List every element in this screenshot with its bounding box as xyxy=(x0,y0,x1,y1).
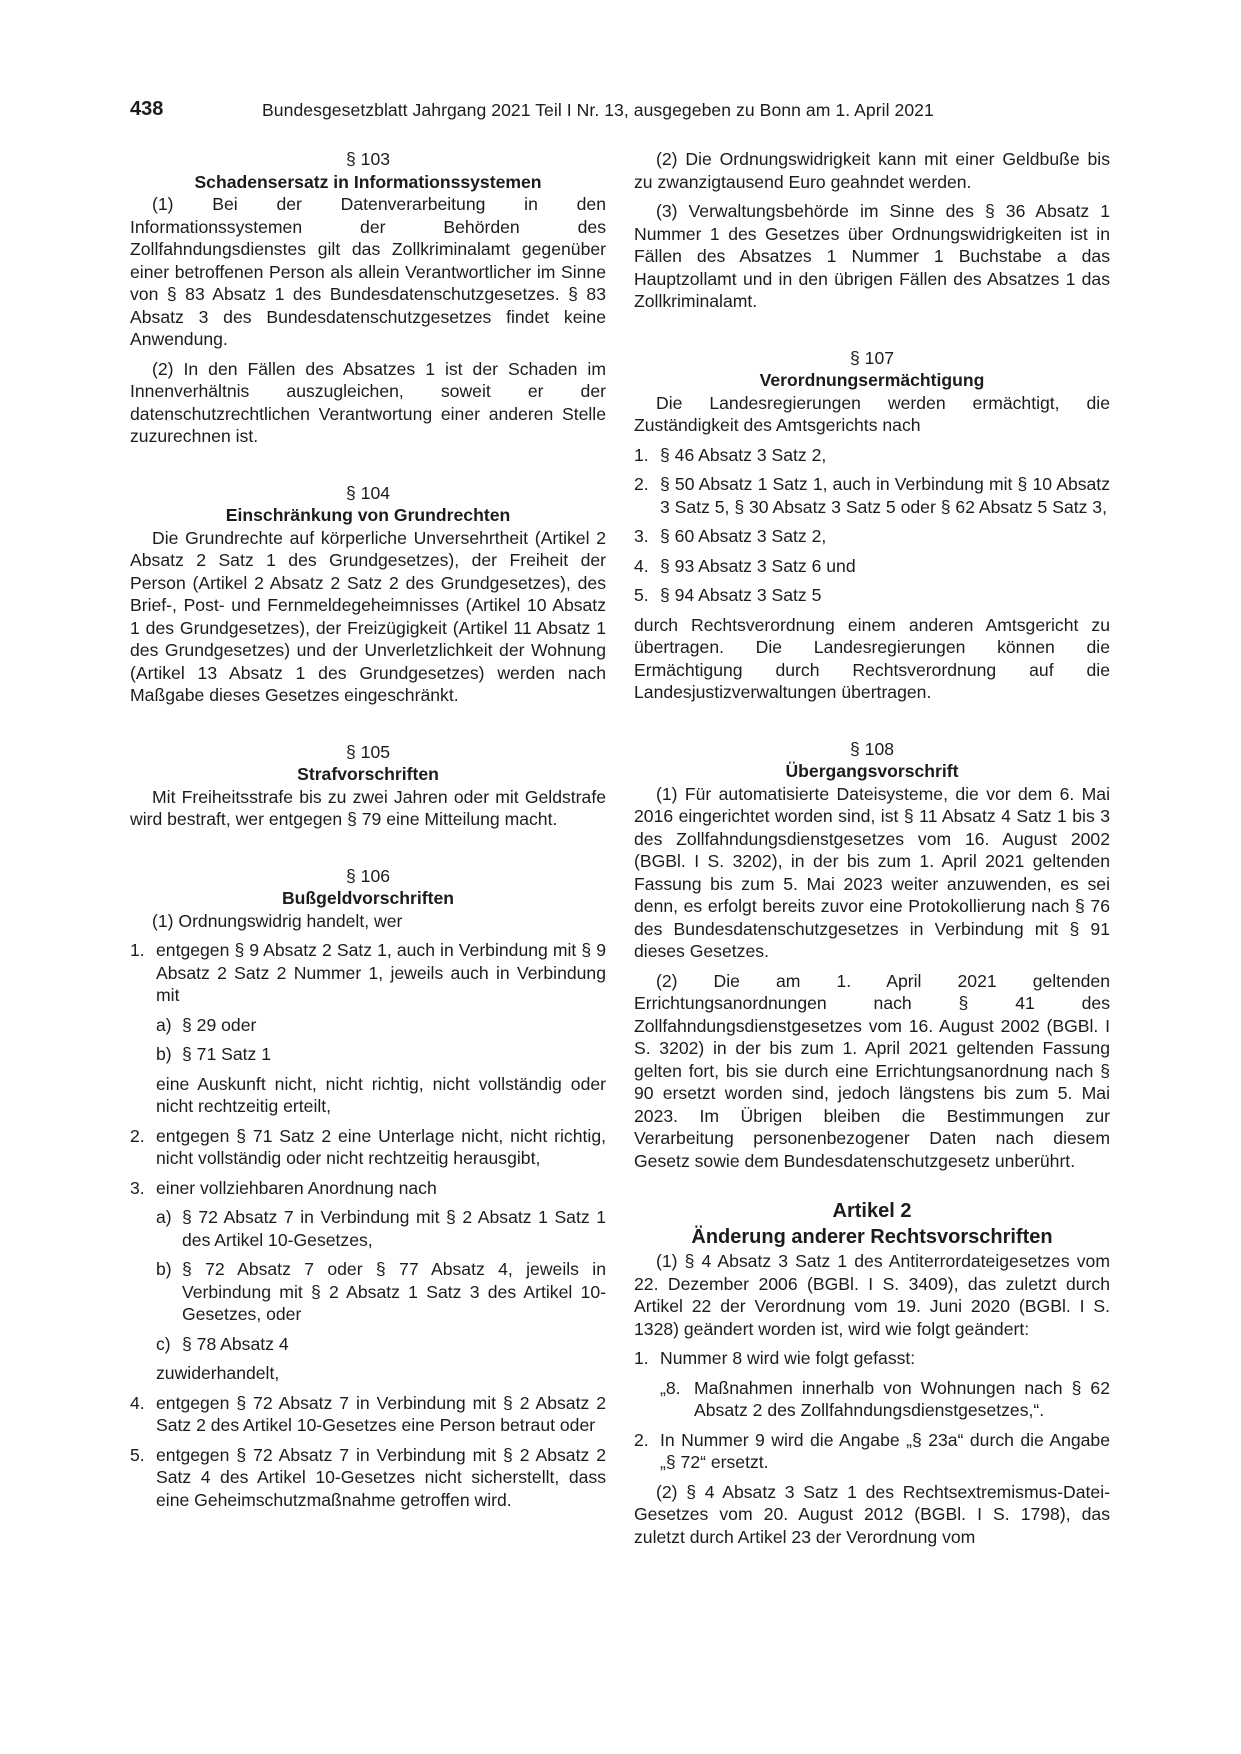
list-item-text: § 29 oder xyxy=(182,1014,257,1035)
list-marker: a) xyxy=(156,1207,172,1227)
section-106-paragraph-2: (2) Die Ordnungswidrigkeit kann mit einer Geldbuße bis zu zwanzigtausend Euro geahndet werden. xyxy=(634,149,1110,192)
article-2-paragraph-2: (2) § 4 Absatz 3 Satz 1 des Rechtsextremismus-Datei-Gesetzes vom 20. August 2012 (BGBl. I S. 1798), das zuletzt durch Artikel 23 der Verordnung vom xyxy=(634,1481,1110,1547)
list-marker: 1. xyxy=(634,1348,649,1368)
section-103-paragraph-2: (2) In den Fällen des Absatzes 1 ist der Schaden im Innenverhältnis auszugleichen, soweit er der datenschutzrechtlichen Verantwortung einer anderen Stelle zuzurechnen ist. xyxy=(130,358,606,446)
section-106-intro: (1) Ordnungswidrig handelt, wer xyxy=(152,910,403,931)
quoted-amendment-text: Maßnahmen innerhalb von Wohnungen nach § 62 Absatz 2 des Zollfahndungsdienstgesetzes,“. xyxy=(694,1377,1110,1420)
section-106-paragraph-3: (3) Verwaltungsbehörde im Sinne des § 36 Absatz 1 Nummer 1 des Gesetzes über Ordnungswidrigkeiten ist in Fällen des Absatzes 1 Nummer 1 Buchstabe a das Hauptzollamt und in den übrigen Fällen des Absatzes 1 das Zollkriminalamt. xyxy=(634,201,1110,311)
list-item xyxy=(634,444,1110,467)
list-item-text: § 72 Absatz 7 oder § 77 Absatz 4, jeweils in Verbindung mit § 2 Absatz 1 Satz 3 des Artikel 10-Gesetzes, oder xyxy=(182,1259,606,1324)
sub-list-item xyxy=(130,1014,606,1037)
list-marker: 4. xyxy=(634,555,649,576)
section-104-number: § 104 xyxy=(345,482,391,503)
article-2-number: Artikel 2 xyxy=(832,1200,912,1222)
list-item xyxy=(130,1392,606,1437)
list-item-text: § 72 Absatz 7 in Verbindung mit § 2 Absatz 1 Satz 1 des Artikel 10-Gesetzes, xyxy=(182,1207,606,1250)
list-item-text: entgegen § 72 Absatz 7 in Verbindung mit § 2 Absatz 2 Satz 2 des Artikel 10-Gesetzes eine Person betraut oder xyxy=(156,1392,606,1435)
section-106-number: § 106 xyxy=(345,865,391,886)
list-marker: 3. xyxy=(634,526,649,546)
list-item-text: In Nummer 9 wird die Angabe „§ 23a“ durch die Angabe „§ 72“ ersetzt. xyxy=(660,1429,1110,1472)
list-marker: b) xyxy=(156,1259,172,1279)
list-item xyxy=(634,525,1110,548)
list-item-text: § 78 Absatz 4 xyxy=(182,1333,289,1354)
list-marker: 3. xyxy=(130,1177,145,1198)
list-marker: 2. xyxy=(130,1125,145,1146)
section-108-paragraph-1: (1) Für automatisierte Dateisysteme, die vor dem 6. Mai 2016 eingerichtet worden sind, ist § 11 Absatz 4 Satz 1 bis 3 des Zollfahndungsdienstgesetzes vom 16. August 2002 (BGBl. I S. 3202), in der bis zum 1. April 2021 geltenden Fassung bis zum 5. Mai 2023 weiter anzuwenden, es sei denn, es erfolgt bereits zuvor eine Protokollierung nach § 76 des Bundesdatenschutzgesetzes in Verbindung mit § 91 dieses Gesetzes. xyxy=(634,783,1110,961)
list-item xyxy=(634,555,1110,578)
section-105-title: Strafvorschriften xyxy=(297,764,439,784)
sub-list-item xyxy=(130,1043,606,1066)
list-item-text: entgegen § 9 Absatz 2 Satz 1, auch in Verbindung mit § 9 Absatz 2 Satz 2 Nummer 1, jeweils auch in Verbindung mit xyxy=(156,940,606,1005)
list-item-text: § 93 Absatz 3 Satz 6 und xyxy=(660,555,856,576)
section-103-number: § 103 xyxy=(345,149,391,169)
section-107-outro: durch Rechtsverordnung einem anderen Amtsgericht zu übertragen. Die Landesregierungen können die Ermächtigung durch Rechtsverordnung auf die Landesjustizverwaltungen übertragen. xyxy=(634,614,1110,702)
list-marker: c) xyxy=(156,1333,171,1354)
sub-list-item xyxy=(130,1333,606,1356)
list-item-text: § 94 Absatz 3 Satz 5 xyxy=(660,585,822,605)
list-item-text: Nummer 8 wird wie folgt gefasst: xyxy=(660,1348,916,1368)
list-marker: 2. xyxy=(634,1429,649,1450)
list-marker: 5. xyxy=(130,1444,145,1465)
right-column xyxy=(634,148,1110,1548)
list-item-text: § 71 Satz 1 xyxy=(182,1044,272,1064)
list-marker: 5. xyxy=(634,585,649,605)
quoted-amendment xyxy=(634,1377,1110,1422)
list-continuation: eine Auskunft nicht, nicht richtig, nicht vollständig oder nicht rechtzeitig erteilt, xyxy=(156,1073,606,1116)
list-item-text: § 60 Absatz 3 Satz 2, xyxy=(660,526,827,546)
section-108-paragraph-2: (2) Die am 1. April 2021 geltenden Errichtungsanordnungen nach § 41 des Zollfahndungsdienstgesetzes vom 16. August 2002 (BGBl. I S. 3202) in der bis zum 1. April 2021 geltenden Fassung gelten fort, bis sie durch eine Errichtungsanordnung nach § 90 ersetzt worden sind, jedoch längstens bis zum 5. Mai 2023. Im Übrigen bleiben die Bestimmungen zur Verarbeitung personenbezogener Daten nach diesem Gesetz sowie dem Bundesdatenschutzgesetz unberührt. xyxy=(634,970,1110,1171)
list-marker: a) xyxy=(156,1014,172,1035)
list-item xyxy=(634,1347,1110,1370)
list-marker: 2. xyxy=(634,474,649,494)
list-item xyxy=(130,1125,606,1170)
list-item-text: § 46 Absatz 3 Satz 2, xyxy=(660,444,827,465)
running-head: Bundesgesetzblatt Jahrgang 2021 Teil I Nr. 13, ausgegeben zu Bonn am 1. April 2021 xyxy=(262,100,934,120)
sub-list-item xyxy=(130,1206,606,1251)
section-107-number: § 107 xyxy=(849,347,895,368)
section-103-paragraph-1: (1) Bei der Datenverarbeitung in den Informationssystemen der Behörden des Zollfahndungsdienstes gilt das Zollkriminalamt gegenüber einer betroffenen Person als allein Verantwortlicher im Sinne von § 83 Absatz 1 des Bundesdatenschutzgesetzes. § 83 Absatz 3 des Bundesdatenschutzgesetzes findet keine Anwendung. xyxy=(130,194,606,349)
list-item xyxy=(634,584,1110,607)
list-item-text: entgegen § 71 Satz 2 eine Unterlage nicht, nicht richtig, nicht vollständig oder nicht rechtzeitig herausgibt, xyxy=(156,1125,606,1168)
section-104-paragraph-1: Die Grundrechte auf körperliche Unversehrtheit (Artikel 2 Absatz 2 Satz 1 des Grundgesetzes), der Freiheit der Person (Artikel 2 Absatz 2 Satz 2 des Grundgesetzes), des Brief-, Post- und Fernmeldegeheimnisses (Artikel 10 Absatz 1 des Grundgesetzes), der Freizügigkeit (Artikel 11 Absatz 1 des Grundgesetzes) und der Unverletzlichkeit der Wohnung (Artikel 13 Absatz 1 des Grundgesetzes) werden nach Maßgabe dieses Gesetzes eingeschränkt. xyxy=(130,527,606,705)
section-108-number: § 108 xyxy=(849,738,895,759)
section-105-paragraph-1: Mit Freiheitsstrafe bis zu zwei Jahren oder mit Geldstrafe wird bestraft, wer entgegen § 79 eine Mitteilung macht. xyxy=(130,786,606,829)
page-header xyxy=(130,98,1105,124)
page-number: 438 xyxy=(130,98,164,120)
list-marker: b) xyxy=(156,1044,172,1064)
article-2-paragraph-1: (1) § 4 Absatz 3 Satz 1 des Antiterrordateigesetzes vom 22. Dezember 2006 (BGBl. I S. 3409), das zuletzt durch Artikel 22 der Verordnung vom 19. Juni 2020 (BGBl. I S. 1328) geändert worden ist, wird wie folgt geändert: xyxy=(634,1251,1110,1339)
list-item xyxy=(130,1444,606,1512)
article-2-title: Änderung anderer Rechtsvorschriften xyxy=(691,1226,1053,1248)
list-item xyxy=(634,1429,1110,1474)
section-104-title: Einschränkung von Grundrechten xyxy=(225,505,511,525)
list-marker: 4. xyxy=(130,1392,145,1413)
left-column xyxy=(130,148,606,1511)
list-item xyxy=(130,939,606,1007)
sub-list-item xyxy=(130,1258,606,1326)
list-item-text: entgegen § 72 Absatz 7 in Verbindung mit § 2 Absatz 2 Satz 4 des Artikel 10-Gesetzes nicht sicherstellt, dass eine Geheimschutzmaßnahme getroffen wird. xyxy=(156,1444,606,1510)
section-106-title: Bußgeldvorschriften xyxy=(281,888,455,908)
list-item xyxy=(634,473,1110,518)
section-105-number: § 105 xyxy=(345,741,391,762)
section-107-intro: Die Landesregierungen werden ermächtigt, die Zuständigkeit des Amtsgerichts nach xyxy=(634,392,1110,435)
list-item xyxy=(130,1177,606,1200)
list-marker: 1. xyxy=(130,940,145,960)
section-103-title: Schadensersatz in Informationssystemen xyxy=(194,171,542,192)
list-item-text: einer vollziehbaren Anordnung nach xyxy=(156,1177,437,1198)
list-item-text: § 50 Absatz 1 Satz 1, auch in Verbindung mit § 10 Absatz 3 Satz 5, § 30 Absatz 3 Satz 5 oder § 62 Absatz 5 Satz 3, xyxy=(660,474,1110,517)
list-marker: „8. xyxy=(660,1377,681,1398)
list-marker: 1. xyxy=(634,444,649,465)
section-108-title: Übergangsvorschrift xyxy=(785,761,959,781)
list-continuation: zuwiderhandelt, xyxy=(156,1363,280,1383)
section-107-title: Verordnungsermächtigung xyxy=(759,370,985,390)
